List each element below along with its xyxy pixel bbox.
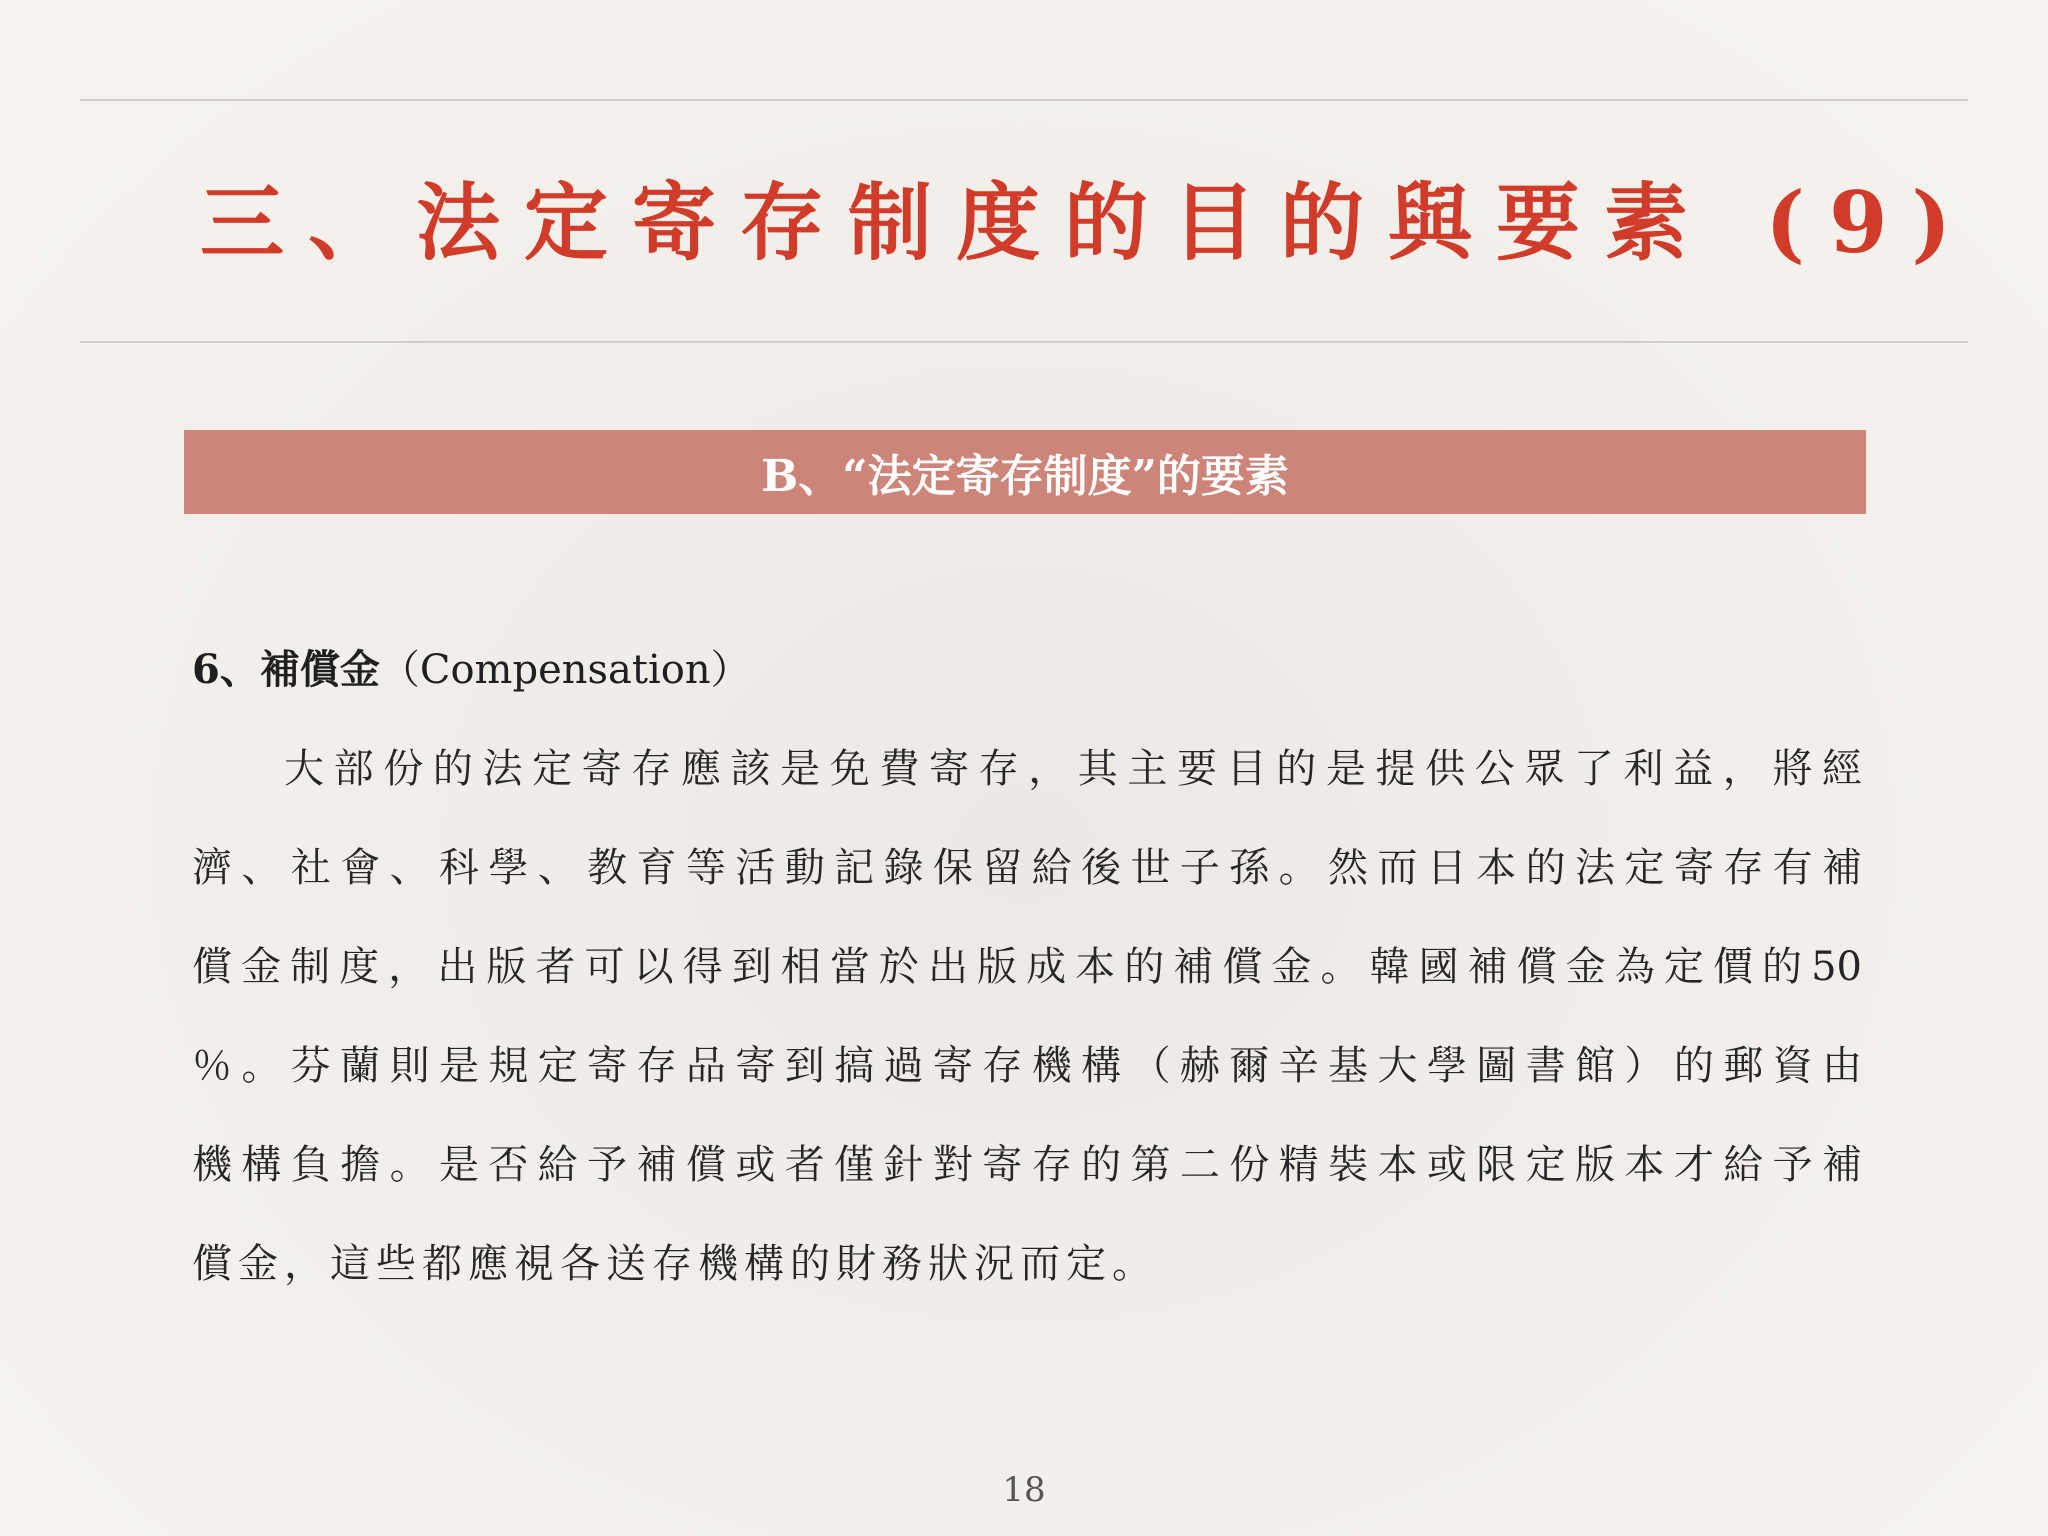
top-divider	[80, 99, 1968, 101]
body-paragraph	[192, 735, 1862, 1329]
item-heading	[192, 640, 751, 700]
item-heading-label: 6、補償金	[192, 646, 380, 693]
section-banner-label: B、“法定寄存制度”的要素	[761, 451, 1289, 502]
page-number: 18	[1002, 1470, 1046, 1510]
body-line: 償金制度，出版者可以得到相當於出版成本的補償金。韓國補償金為定價的50	[192, 944, 1862, 990]
title-bottom-divider	[80, 341, 1968, 343]
body-line: 償金，這些都應視各送存機構的財務狀況而定。	[192, 1241, 1158, 1287]
body-line: 機構負擔。是否給予補償或者僅針對寄存的第二份精裝本或限定版本才給予補	[192, 1142, 1862, 1188]
item-heading-english: （Compensation）	[379, 647, 751, 693]
body-line: 大部份的法定寄存應該是免費寄存，其主要目的是提供公眾了利益，將經	[284, 746, 1862, 792]
body-line: 濟、社會、科學、教育等活動記錄保留給後世子孫。然而日本的法定寄存有補	[192, 845, 1862, 891]
body-line: ％。芬蘭則是規定寄存品寄到搞過寄存機構（赫爾辛基大學圖書館）的郵資由	[192, 1043, 1862, 1089]
slide-title: 三、法定寄存制度的目的與要素 (9)	[200, 173, 1976, 272]
section-banner	[184, 430, 1866, 514]
